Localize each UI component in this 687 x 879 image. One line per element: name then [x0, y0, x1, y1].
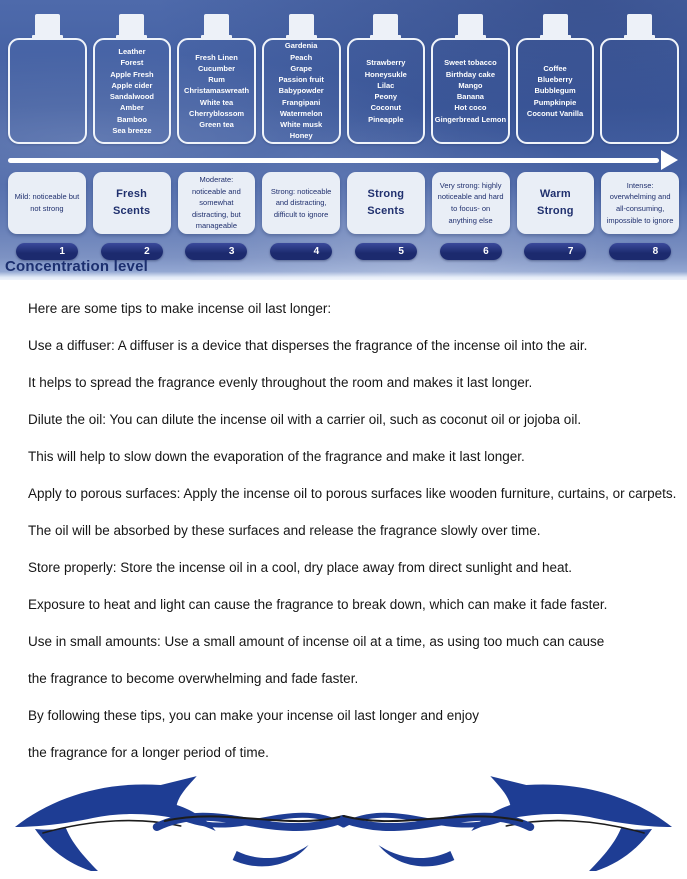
scent-name: Leather — [118, 47, 146, 56]
scent-name: Rum — [208, 75, 225, 85]
scent-name: Coconut — [370, 103, 402, 113]
bottle-label — [349, 57, 424, 125]
scent-name: Watermelon — [279, 108, 323, 118]
scent-name: Gingerbread Lemon — [434, 114, 507, 124]
scent-name: Sweet tobacco — [444, 58, 497, 68]
bottle-label — [95, 46, 170, 136]
bottle-cap — [35, 14, 60, 40]
bottle — [262, 14, 341, 144]
bottle-body — [262, 38, 341, 144]
bottle — [516, 14, 595, 144]
scent-name: Gardenia — [284, 41, 318, 51]
scent-name: Honey — [289, 131, 313, 141]
pill-slot — [262, 243, 340, 260]
level-box: Strong Scents — [347, 172, 425, 234]
level-box: Mild: noticeable but not strong — [8, 172, 86, 234]
bottle-label — [433, 57, 508, 125]
tribal-flourish-divider — [9, 769, 678, 871]
tip-line: By following these tips, you can make your incense oil last longer and enjoy — [28, 708, 480, 723]
level-box: Moderate: noticeable and somewhat distracting, but manageable — [178, 172, 256, 234]
scent-name: Mango — [458, 80, 483, 90]
bottle-cap — [119, 14, 144, 40]
scent-name: Forest — [120, 58, 144, 68]
level-number-pill: 4 — [270, 243, 332, 260]
level-number-pill: 2 — [101, 243, 163, 260]
pill-slot — [601, 243, 679, 260]
bottle — [431, 14, 510, 144]
scale-arrow-head-icon — [661, 150, 678, 170]
tip-line: Store properly: Store the incense oil in a cool, dry place away from direct sunlight and heat. — [28, 560, 573, 575]
bottle-cap — [373, 14, 398, 40]
scent-name: Babypowder — [278, 86, 324, 96]
tip-line: the fragrance for a longer period of time. — [28, 745, 269, 760]
bottle-body — [177, 38, 256, 144]
pill-slot — [517, 243, 595, 260]
scent-name: Pineapple — [368, 114, 404, 124]
bottle-label — [264, 40, 339, 141]
tips-section — [0, 280, 687, 760]
scent-name: Coffee — [543, 63, 567, 73]
scent-name: Cucumber — [198, 63, 236, 73]
scent-name: Fresh Linen — [195, 52, 238, 62]
bottle — [93, 14, 172, 144]
bottle-body — [600, 38, 679, 144]
level-number-pill: 8 — [609, 243, 671, 260]
bottle — [600, 14, 679, 144]
scent-name: Banana — [456, 92, 484, 101]
levels-row — [8, 172, 679, 234]
pill-slot — [178, 243, 256, 260]
bottle — [347, 14, 426, 144]
scent-name: White tea — [199, 97, 234, 107]
level-number-pill: 6 — [440, 243, 502, 260]
tip-line: Dilute the oil: You can dilute the incense oil with a carrier oil, such as coconut oil or jojoba oil. — [28, 412, 582, 427]
bottle-cap — [289, 14, 314, 40]
pill-slot — [347, 243, 425, 260]
level-box: Very strong: highly noticeable and hard to focus- on anything else — [432, 172, 510, 234]
tip-line: It helps to spread the fragrance evenly throughout the room and makes it last longer. — [28, 375, 533, 390]
level-number-pill: 7 — [524, 243, 586, 260]
bottle-cap — [627, 14, 652, 40]
scent-name: Sandalwood — [109, 92, 155, 101]
scent-name: Peach — [290, 52, 313, 62]
bottle-cap — [204, 14, 229, 40]
scent-name: Hot coco — [454, 103, 487, 113]
tip-line: Apply to porous surfaces: Apply the incense oil to porous surfaces like wooden furniture, curtains, or carpets. — [28, 486, 677, 501]
bottle-body — [516, 38, 595, 144]
scent-name: Strawberry — [366, 58, 406, 68]
bottles-row — [0, 0, 687, 144]
tip-line: Here are some tips to make incense oil last longer: — [28, 301, 332, 316]
scent-name: Blueberry — [537, 75, 573, 85]
bottle — [177, 14, 256, 144]
tip-line: The oil will be absorbed by these surfaces and release the fragrance slowly over time. — [28, 523, 541, 538]
tip-line: Use in small amounts: Use a small amount of incense oil at a time, as using too much can cause — [28, 634, 605, 649]
bottle-body — [93, 38, 172, 144]
level-box: Fresh Scents — [93, 172, 171, 234]
scale-arrow-line — [8, 158, 659, 163]
scent-name: Lilac — [377, 80, 395, 90]
scent-name: Cherryblossom — [189, 108, 245, 118]
level-box: Intense: overwhelming and all-consuming, impossible to ignore — [601, 172, 679, 234]
scent-name: Passion fruit — [278, 75, 324, 85]
tip-line: Use a diffuser: A diffuser is a device that disperses the fragrance of the incense oil into the air. — [28, 338, 588, 353]
scent-name: Pumpkinpie — [533, 97, 577, 107]
bottle-body — [8, 38, 87, 144]
scent-name: Birthday cake — [445, 69, 496, 79]
bottle-cap — [458, 14, 483, 40]
scent-concentration-banner — [0, 0, 687, 280]
concentration-level-caption: Concentration level — [5, 258, 148, 275]
tip-line: Exposure to heat and light can cause the fragrance to break down, which can make it fade faster. — [28, 597, 608, 612]
scent-name: Sea breeze — [112, 125, 152, 135]
level-number-pill: 1 — [16, 243, 78, 260]
scent-name: Peony — [374, 92, 398, 101]
bottle-body — [347, 38, 426, 144]
scent-name: Amber — [120, 103, 144, 113]
scent-name: Apple cider — [111, 80, 153, 90]
pill-slot — [432, 243, 510, 260]
level-number-pill: 5 — [355, 243, 417, 260]
bottle — [8, 14, 87, 144]
scent-name: Coconut Vanilla — [526, 108, 584, 118]
bottle-label — [179, 52, 254, 131]
level-box: Strong: noticeable and distracting, difficult to ignore — [262, 172, 340, 234]
scent-name: Bubblegum — [534, 86, 576, 96]
bottle-cap — [543, 14, 568, 40]
tip-line: This will help to slow down the evaporation of the fragrance and make it last longer. — [28, 449, 525, 464]
scent-name: Grape — [290, 63, 313, 73]
level-box: Warm Strong — [517, 172, 595, 234]
bottle-body — [431, 38, 510, 144]
scent-name: Frangipani — [282, 97, 321, 107]
tip-line: the fragrance to become overwhelming and fade faster. — [28, 671, 359, 686]
scent-name: Christamaswreath — [184, 86, 250, 96]
scent-name: Green tea — [199, 120, 234, 130]
scent-name: Bamboo — [116, 114, 147, 124]
level-number-pill: 3 — [185, 243, 247, 260]
bottle-label — [518, 63, 593, 119]
scent-name: White musk — [280, 120, 323, 130]
scent-name: Honeysukle — [364, 69, 407, 79]
scent-name: Apple Fresh — [110, 69, 154, 79]
